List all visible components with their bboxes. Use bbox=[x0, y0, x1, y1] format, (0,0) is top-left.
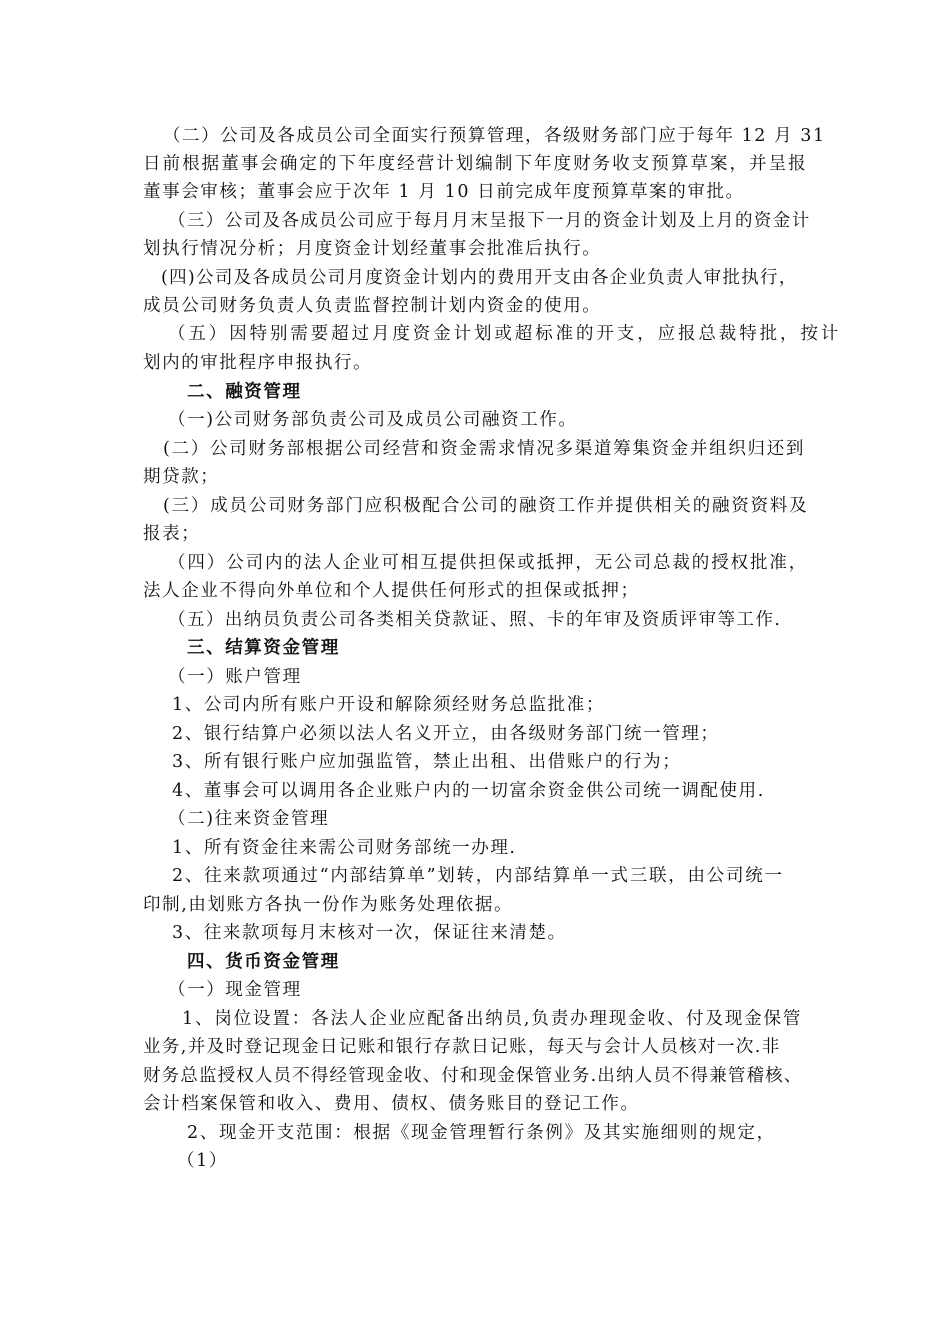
section-heading: 三、结算资金管理 bbox=[187, 638, 340, 658]
paragraph-line: （一)公司财务部负责公司及成员公司融资工作。 bbox=[168, 410, 578, 430]
section-heading: 二、融资管理 bbox=[187, 382, 302, 402]
paragraph-line: （三）公司及各成员公司应于每月月末呈报下一月的资金计划及上月的资金计 bbox=[168, 211, 811, 231]
paragraph-line: （二)往来资金管理 bbox=[168, 809, 330, 829]
paragraph-line: （二）公司及各成员公司全面实行预算管理，各级财务部门应于每年 12 月 31 bbox=[163, 126, 826, 146]
paragraph-line: 划执行情况分析；月度资金计划经董事会批准后执行。 bbox=[143, 239, 602, 259]
paragraph-line: 财务总监授权人员不得经管现金收、付和现金保管业务.出纳人员不得兼管稽核、 bbox=[143, 1066, 803, 1086]
paragraph-line: 2、银行结算户必须以法人名义开立，由各级财务部门统一管理； bbox=[172, 724, 720, 744]
paragraph-line: 董事会审核；董事会应于次年 1 月 10 日前完成年度预算草案的审批。 bbox=[143, 182, 745, 202]
paragraph-line: 报表； bbox=[143, 524, 201, 544]
paragraph-line: 1、岗位设置：各法人企业应配备出纳员,负责办理现金收、付及现金保管 bbox=[182, 1009, 803, 1029]
section-heading: 四、货币资金管理 bbox=[187, 952, 340, 972]
paragraph-line: 2、现金开支范围：根据《现金管理暂行条例》及其实施细则的规定， bbox=[187, 1123, 776, 1143]
paragraph-line: 成员公司财务负责人负责监督控制计划内资金的使用。 bbox=[143, 296, 602, 316]
paragraph-line: 业务,并及时登记现金日记账和银行存款日记账，每天与会计人员核对一次.非 bbox=[143, 1037, 781, 1057]
paragraph-line: 2、往来款项通过“内部结算单”划转，内部结算单一式三联，由公司统一 bbox=[172, 866, 784, 886]
paragraph-line: 1、公司内所有账户开设和解除须经财务总监批准； bbox=[172, 695, 605, 715]
paragraph-line: （1） bbox=[177, 1151, 228, 1171]
paragraph-line: 3、所有银行账户应加强监管，禁止出租、出借账户的行为； bbox=[172, 752, 682, 772]
paragraph-line: 日前根据董事会确定的下年度经营计划编制下年度财务收支预算草案，并呈报 bbox=[143, 154, 808, 174]
paragraph-line: （五）出纳员负责公司各类相关贷款证、照、卡的年审及资质评审等工作. bbox=[168, 610, 782, 630]
paragraph-line: 划内的审批程序申报执行。 bbox=[143, 353, 373, 373]
paragraph-line: (二）公司财务部根据公司经营和资金需求情况多渠道筹集资金并组织归还到 bbox=[163, 439, 806, 459]
paragraph-line: 会计档案保管和收入、费用、债权、债务账目的登记工作。 bbox=[143, 1094, 640, 1114]
paragraph-line: 4、董事会可以调用各企业账户内的一切富余资金供公司统一调配使用. bbox=[172, 781, 765, 801]
paragraph-line: 3、往来款项每月末核对一次，保证往来清楚。 bbox=[172, 923, 567, 943]
paragraph-line: 期贷款； bbox=[143, 467, 220, 487]
paragraph-line: 印制,由划账方各执一份作为账务处理依据。 bbox=[143, 895, 514, 915]
paragraph-line: (四)公司及各成员公司月度资金计划内的费用开支由各企业负责人审批执行， bbox=[161, 268, 798, 288]
paragraph-line: (三）成员公司财务部门应积极配合公司的融资工作并提供相关的融资资料及 bbox=[163, 496, 809, 516]
paragraph-line: 1、所有资金往来需公司财务部统一办理. bbox=[172, 838, 517, 858]
paragraph-line: （四）公司内的法人企业可相互提供担保或抵押，无公司总裁的授权批准， bbox=[168, 553, 809, 573]
paragraph-line: （一）账户管理 bbox=[168, 667, 302, 687]
paragraph-line: （一）现金管理 bbox=[168, 980, 302, 1000]
paragraph-line: （五）因特别需要超过月度资金计划或超标准的开支，应报总裁特批，按计 bbox=[168, 324, 842, 344]
paragraph-line: 法人企业不得向外单位和个人提供任何形式的担保或抵押； bbox=[143, 581, 640, 601]
